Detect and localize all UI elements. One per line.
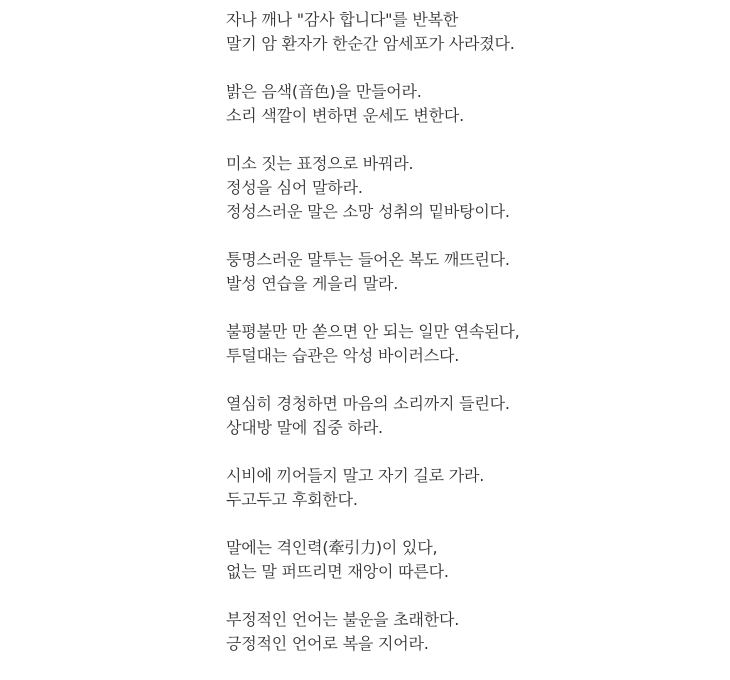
poem-line: 상대방 말에 집중 하라.	[226, 418, 383, 437]
poem-line: 정성스러운 말은 소망 성취의 밑바탕이다.	[226, 202, 510, 221]
poem-line: 발성 연습을 게을리 말라.	[226, 274, 399, 293]
stanza-8	[226, 536, 726, 584]
poem-line: 없는 말 퍼뜨리면 재앙이 따른다.	[226, 562, 449, 581]
poem-line: 두고두고 후회한다.	[226, 490, 358, 509]
poem-line: 투덜대는 습관은 악성 바이러스다.	[226, 346, 460, 365]
stanza-4	[226, 248, 726, 296]
poem-line: 열심히 경청하면 마음의 소리까지 들린다.	[226, 394, 510, 413]
poem-line: 시비에 끼어들지 말고 자기 길로 가라.	[226, 466, 485, 485]
stanza-3	[226, 152, 726, 224]
stanza-9	[226, 608, 726, 656]
stanza-7	[226, 464, 726, 512]
poem-line: 부정적인 언어는 불운을 초래한다.	[226, 610, 460, 629]
poem-line: 불평불만 만 쏟으면 안 되는 일만 연속된다,	[226, 322, 520, 341]
poem-line: 말기 암 환자가 한순간 암세포가 사라졌다.	[226, 34, 515, 53]
stanza-6	[226, 392, 726, 440]
stanza-5	[226, 320, 726, 368]
poem-line: 긍정적인 언어로 복을 지어라.	[226, 634, 429, 653]
poem-text	[226, 8, 726, 680]
poem-line: 밝은 음색(音色)을 만들어라.	[226, 82, 422, 101]
poem-line: 말에는 격인력(牽引力)이 있다,	[226, 538, 438, 557]
poem-line: 자나 깨나 "감사 합니다"를 반복한	[226, 10, 459, 29]
poem-line: 미소 짓는 표정으로 바꿔라.	[226, 154, 414, 173]
poem-line: 정성을 심어 말하라.	[226, 178, 363, 197]
stanza-1	[226, 8, 726, 56]
poem-line: 퉁명스러운 말투는 들어온 복도 깨뜨린다.	[226, 250, 510, 269]
stanza-2	[226, 80, 726, 128]
poem-line: 소리 색깔이 변하면 운세도 변한다.	[226, 106, 465, 125]
